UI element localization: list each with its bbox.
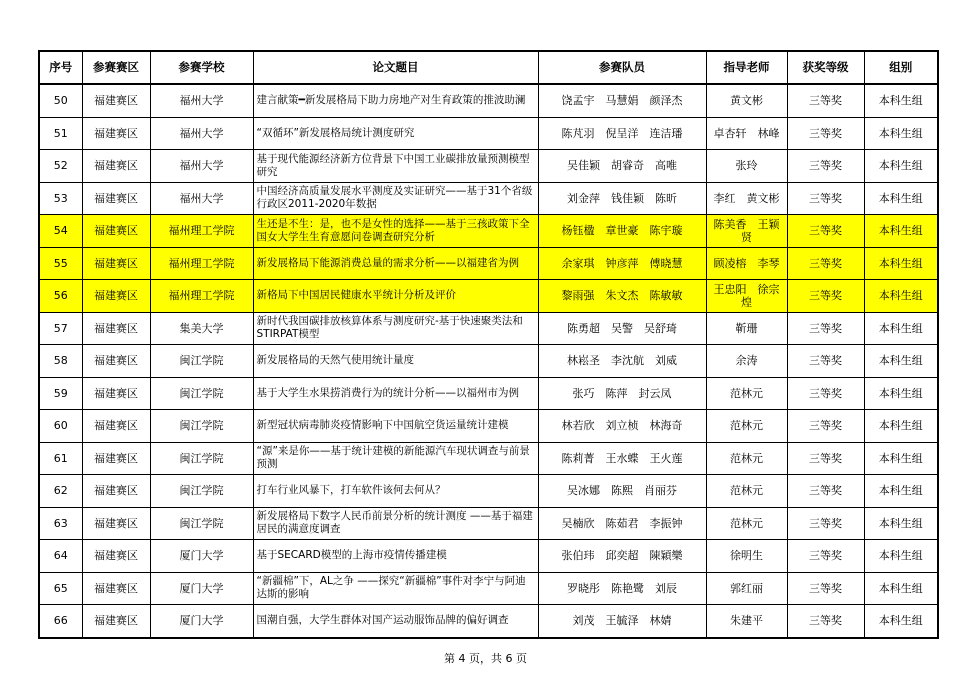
header-serial-number: 序号 [39,51,82,84]
cell-paper-title: 基于现代能源经济新方位背景下中国工业碳排放量预测模型研究 [253,150,538,183]
cell-advisor: 陈美香 王颖贤 [706,215,787,248]
cell-paper-title: 新时代我国碳排放核算体系与测度研究-基于快速聚类法和STIRPAT模型 [253,312,538,345]
cell-region: 福建赛区 [82,182,150,215]
cell-serial-number: 58 [39,345,82,378]
cell-school: 集美大学 [150,312,253,345]
cell-region: 福建赛区 [82,247,150,280]
cell-region: 福建赛区 [82,215,150,248]
cell-team-members: 罗晓彤 陈艳鹭 刘辰 [538,572,706,605]
cell-paper-title: 基于大学生水果捞消费行为的统计分析——以福州市为例 [253,377,538,410]
cell-paper-title: 新发展格局下数字人民币前景分析的统计测度 ——基于福建居民的满意度调查 [253,507,538,540]
header-row [39,51,938,84]
cell-serial-number: 56 [39,280,82,313]
cell-school: 福州理工学院 [150,247,253,280]
cell-serial-number: 50 [39,84,82,117]
cell-school: 厦门大学 [150,572,253,605]
cell-advisor: 卓杏轩 林峰 [706,117,787,150]
cell-award-level: 三等奖 [787,442,864,475]
table-body [39,84,938,638]
cell-advisor: 王忠阳 徐宗煌 [706,280,787,313]
cell-paper-title: 建言献策━新发展格局下助力房地产对生育政策的推波助澜 [253,84,538,117]
cell-award-level: 三等奖 [787,540,864,573]
cell-region: 福建赛区 [82,540,150,573]
cell-group: 本科生组 [864,215,938,248]
cell-school: 福州大学 [150,182,253,215]
cell-award-level: 三等奖 [787,572,864,605]
cell-school: 厦门大学 [150,540,253,573]
cell-serial-number: 63 [39,507,82,540]
table-row [39,247,938,280]
table-row [39,572,938,605]
cell-group: 本科生组 [864,117,938,150]
table-row [39,117,938,150]
cell-school: 闽江学院 [150,507,253,540]
cell-school: 闽江学院 [150,410,253,443]
cell-serial-number: 61 [39,442,82,475]
table-row [39,507,938,540]
header-award-level: 获奖等级 [787,51,864,84]
cell-serial-number: 53 [39,182,82,215]
cell-school: 闽江学院 [150,475,253,508]
cell-award-level: 三等奖 [787,312,864,345]
table-row [39,605,938,638]
cell-team-members: 张巧 陈萍 封云凤 [538,377,706,410]
cell-award-level: 三等奖 [787,215,864,248]
cell-advisor: 顾凌榕 李琴 [706,247,787,280]
cell-paper-title: 新格局下中国居民健康水平统计分析及评价 [253,280,538,313]
cell-serial-number: 59 [39,377,82,410]
cell-team-members: 陈芃羽 倪呈洋 连洁璠 [538,117,706,150]
cell-advisor: 范林元 [706,507,787,540]
cell-team-members: 林崧圣 李沈航 刘威 [538,345,706,378]
table-row [39,475,938,508]
cell-award-level: 三等奖 [787,280,864,313]
cell-paper-title: “双循环”新发展格局统计测度研究 [253,117,538,150]
cell-serial-number: 65 [39,572,82,605]
cell-paper-title: 生还是不生：是，也不是女性的选择——基于三孩政策下全国女大学生生育意愿问卷调查研究分析 [253,215,538,248]
cell-team-members: 陈勇超 吴警 吴舒琦 [538,312,706,345]
cell-advisor: 郭红丽 [706,572,787,605]
cell-region: 福建赛区 [82,442,150,475]
cell-group: 本科生组 [864,280,938,313]
cell-advisor: 朱建平 [706,605,787,638]
cell-region: 福建赛区 [82,507,150,540]
cell-region: 福建赛区 [82,150,150,183]
cell-advisor: 范林元 [706,475,787,508]
cell-paper-title: 新发展格局的天然气使用统计量度 [253,345,538,378]
cell-serial-number: 64 [39,540,82,573]
cell-region: 福建赛区 [82,345,150,378]
cell-paper-title: 中国经济高质量发展水平测度及实证研究——基于31个省级行政区2011-2020年数据 [253,182,538,215]
cell-group: 本科生组 [864,182,938,215]
header-paper-title: 论文题目 [253,51,538,84]
cell-school: 闽江学院 [150,377,253,410]
cell-paper-title: “源”来是你——基于统计建模的新能源汽车现状调查与前景预测 [253,442,538,475]
cell-award-level: 三等奖 [787,345,864,378]
cell-group: 本科生组 [864,247,938,280]
cell-award-level: 三等奖 [787,247,864,280]
cell-group: 本科生组 [864,605,938,638]
cell-region: 福建赛区 [82,280,150,313]
table-row [39,345,938,378]
table-row [39,410,938,443]
table-row [39,280,938,313]
awards-table [38,50,939,639]
cell-advisor: 范林元 [706,377,787,410]
cell-serial-number: 62 [39,475,82,508]
cell-group: 本科生组 [864,377,938,410]
header-group: 组别 [864,51,938,84]
cell-group: 本科生组 [864,507,938,540]
cell-advisor: 黄文彬 [706,84,787,117]
cell-award-level: 三等奖 [787,605,864,638]
cell-advisor: 范林元 [706,410,787,443]
cell-school: 闽江学院 [150,345,253,378]
cell-serial-number: 60 [39,410,82,443]
cell-school: 厦门大学 [150,605,253,638]
cell-school: 福州大学 [150,84,253,117]
cell-region: 福建赛区 [82,377,150,410]
page-footer: 第 4 页，共 6 页 [444,652,527,665]
cell-team-members: 吴楠欣 陈茹君 李振钟 [538,507,706,540]
cell-award-level: 三等奖 [787,182,864,215]
cell-region: 福建赛区 [82,312,150,345]
cell-serial-number: 52 [39,150,82,183]
cell-team-members: 林若欣 刘立桢 林海奇 [538,410,706,443]
cell-paper-title: “新疆棉”下，AL之争 ——探究“新疆棉”事件对李宁与阿迪达斯的影响 [253,572,538,605]
table-row [39,215,938,248]
cell-team-members: 黎雨强 朱文杰 陈敏敏 [538,280,706,313]
cell-team-members: 余家琪 钟彦萍 傅晓慧 [538,247,706,280]
table-row [39,377,938,410]
cell-group: 本科生组 [864,572,938,605]
cell-serial-number: 55 [39,247,82,280]
table-row [39,182,938,215]
cell-region: 福建赛区 [82,475,150,508]
cell-advisor: 范林元 [706,442,787,475]
cell-group: 本科生组 [864,410,938,443]
cell-school: 闽江学院 [150,442,253,475]
cell-school: 福州理工学院 [150,280,253,313]
cell-award-level: 三等奖 [787,150,864,183]
cell-advisor: 张玲 [706,150,787,183]
cell-group: 本科生组 [864,442,938,475]
header-advisor: 指导老师 [706,51,787,84]
table-row [39,150,938,183]
cell-serial-number: 54 [39,215,82,248]
cell-team-members: 杨钰楹 章世豪 陈宇璇 [538,215,706,248]
cell-advisor: 余涛 [706,345,787,378]
cell-advisor: 徐明生 [706,540,787,573]
cell-paper-title: 基于SECARD模型的上海市疫情传播建模 [253,540,538,573]
cell-group: 本科生组 [864,150,938,183]
cell-award-level: 三等奖 [787,117,864,150]
cell-team-members: 刘金萍 钱佳颖 陈昕 [538,182,706,215]
cell-school: 福州大学 [150,117,253,150]
cell-award-level: 三等奖 [787,507,864,540]
cell-paper-title: 打车行业风暴下，打车软件该何去何从？ [253,475,538,508]
cell-region: 福建赛区 [82,410,150,443]
cell-team-members: 刘茂 王毓泽 林婧 [538,605,706,638]
cell-group: 本科生组 [864,345,938,378]
cell-group: 本科生组 [864,312,938,345]
cell-serial-number: 57 [39,312,82,345]
cell-paper-title: 国潮自强，大学生群体对国产运动服饰品牌的偏好调查 [253,605,538,638]
header-school: 参赛学校 [150,51,253,84]
cell-paper-title: 新发展格局下能源消费总量的需求分析——以福建省为例 [253,247,538,280]
cell-region: 福建赛区 [82,117,150,150]
cell-region: 福建赛区 [82,605,150,638]
cell-team-members: 陈莉菁 王水蝶 王火莲 [538,442,706,475]
cell-region: 福建赛区 [82,84,150,117]
cell-team-members: 饶孟宇 马慧娟 颜泽杰 [538,84,706,117]
cell-award-level: 三等奖 [787,475,864,508]
cell-region: 福建赛区 [82,572,150,605]
cell-team-members: 吴佳颖 胡睿奇 高唯 [538,150,706,183]
cell-award-level: 三等奖 [787,410,864,443]
cell-award-level: 三等奖 [787,377,864,410]
table-row [39,540,938,573]
table-row [39,442,938,475]
table-row [39,84,938,117]
cell-group: 本科生组 [864,540,938,573]
cell-group: 本科生组 [864,84,938,117]
cell-advisor: 靳珊 [706,312,787,345]
cell-team-members: 张伯玮 邱奕超 陳穎樂 [538,540,706,573]
header-team-members: 参赛队员 [538,51,706,84]
cell-school: 福州大学 [150,150,253,183]
table-row [39,312,938,345]
header-region: 参赛赛区 [82,51,150,84]
cell-paper-title: 新型冠状病毒肺炎疫情影响下中国航空货运量统计建模 [253,410,538,443]
cell-group: 本科生组 [864,475,938,508]
cell-school: 福州理工学院 [150,215,253,248]
cell-serial-number: 51 [39,117,82,150]
cell-award-level: 三等奖 [787,84,864,117]
cell-team-members: 吴冰娜 陈熙 肖丽芬 [538,475,706,508]
cell-advisor: 李红 黄文彬 [706,182,787,215]
cell-serial-number: 66 [39,605,82,638]
